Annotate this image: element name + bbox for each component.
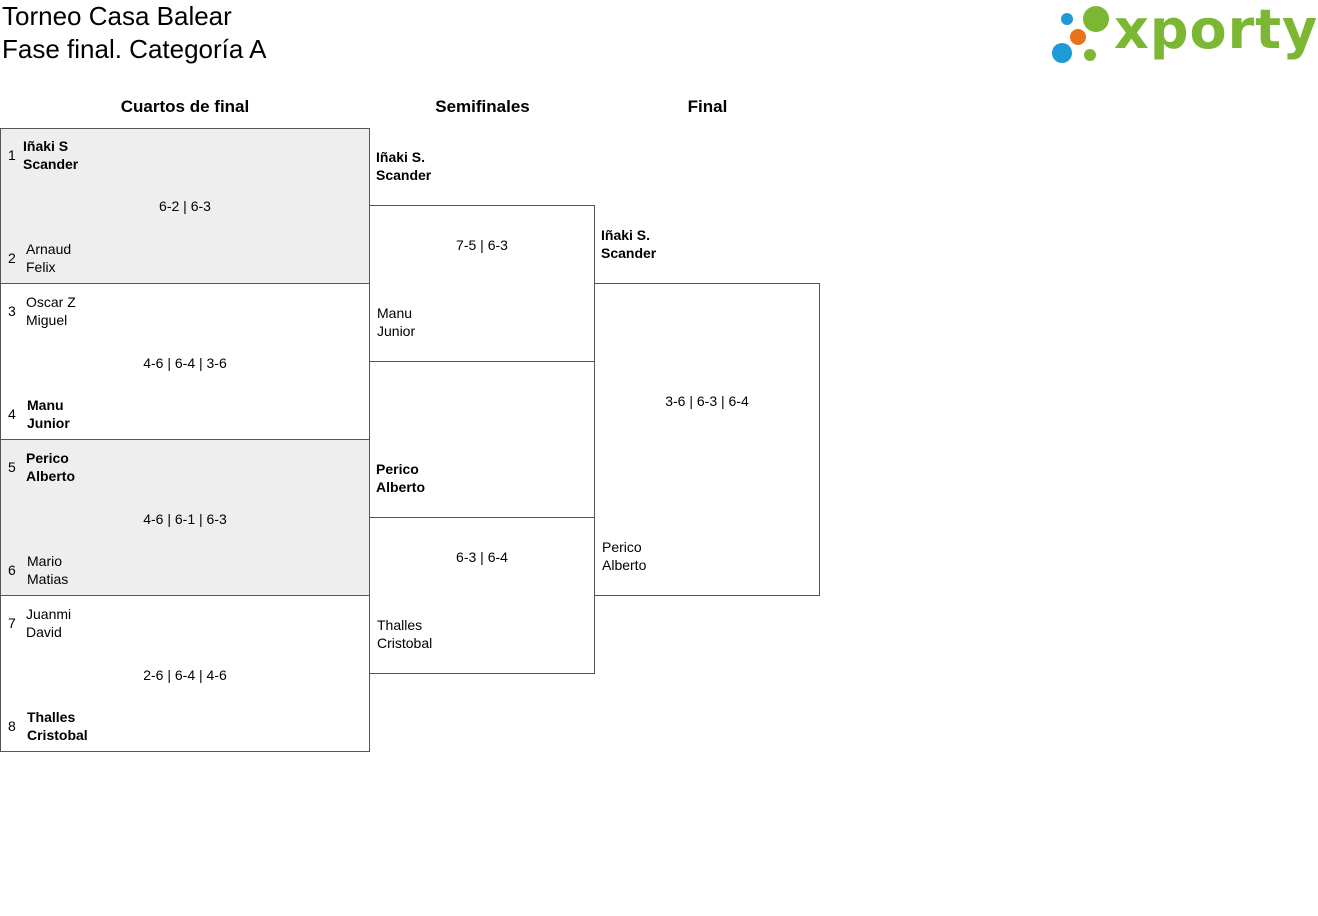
team-loser: Manu Junior [377, 305, 416, 339]
seed-number: 4 [8, 406, 16, 422]
match-score: 2-6 | 6-4 | 4-6 [143, 667, 227, 683]
seed-number: 3 [8, 303, 16, 319]
team-winner: Iñaki S Scander [23, 138, 79, 172]
phase-category: Fase final. Categoría A [2, 34, 267, 64]
page-title [2, 0, 266, 66]
match-score: 6-3 | 6-4 [456, 549, 508, 565]
seed-number: 6 [8, 562, 16, 578]
match-score: 3-6 | 6-3 | 6-4 [665, 393, 749, 409]
match-score: 4-6 | 6-1 | 6-3 [143, 511, 227, 527]
semifinal-1-team-top: Iñaki S. Scander [376, 149, 432, 183]
seed-number: 8 [8, 718, 16, 734]
match-score: 6-2 | 6-3 [159, 198, 211, 214]
round-header-semifinals: Semifinales [435, 97, 530, 116]
team-winner: Manu Junior [27, 397, 70, 431]
round-header-final: Final [687, 97, 728, 116]
seed-number: 1 [8, 147, 16, 163]
match-score: 4-6 | 6-4 | 3-6 [143, 355, 227, 371]
team-loser: Perico Alberto [602, 539, 647, 573]
match-score: 7-5 | 6-3 [456, 237, 508, 253]
team-loser: Oscar Z Miguel [26, 294, 76, 328]
team-winner: Perico Alberto [26, 450, 75, 484]
team-winner: Thalles Cristobal [27, 709, 88, 743]
seed-number: 7 [8, 615, 16, 631]
team-loser: Arnaud Felix [26, 241, 72, 275]
team-loser: Mario Matias [27, 553, 69, 587]
tournament-name: Torneo Casa Balear [2, 1, 232, 31]
logo-dots-icon [1050, 4, 1114, 68]
final-match[interactable] [594, 283, 820, 596]
logo-text: xporty [1114, 0, 1318, 61]
team-loser: Juanmi David [26, 606, 72, 640]
team-loser: Thalles Cristobal [377, 617, 433, 651]
semifinal-match-2[interactable] [369, 517, 595, 674]
quarterfinal-match-3[interactable] [0, 439, 370, 596]
xporty-logo[interactable] [1050, 0, 1318, 68]
seed-number: 2 [8, 250, 16, 266]
quarterfinal-match-2[interactable] [0, 283, 370, 440]
final-team-winner: Iñaki S. Scander [601, 227, 657, 261]
quarterfinal-match-1[interactable] [0, 128, 370, 284]
semifinal-match-1[interactable] [369, 205, 595, 362]
round-header-quarterfinals: Cuartos de final [120, 97, 250, 116]
seed-number: 5 [8, 459, 16, 475]
quarterfinal-match-4[interactable] [0, 595, 370, 752]
semifinal-2-team-top: Perico Alberto [376, 461, 425, 495]
